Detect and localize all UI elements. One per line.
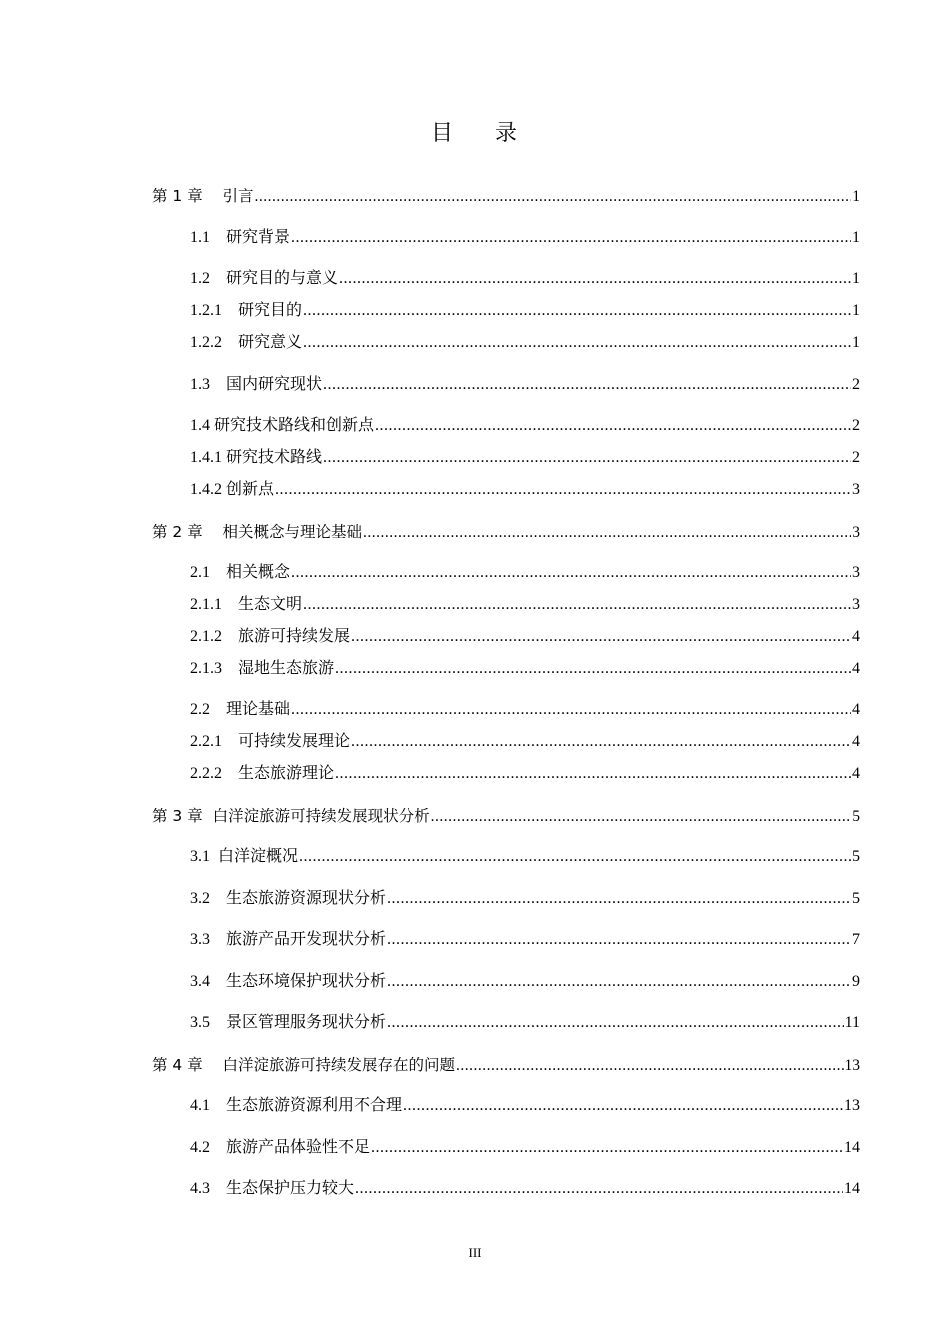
toc-entry-spacer bbox=[210, 929, 226, 951]
toc-dot-leader bbox=[303, 332, 851, 354]
toc-entry-spacer bbox=[210, 888, 226, 910]
toc-entry-label: 生态环境保护现状分析 bbox=[226, 973, 387, 990]
toc-entry-number: 2.2 bbox=[190, 701, 210, 718]
toc-entry-label: 研究目的与意义 bbox=[226, 270, 339, 287]
toc-entry-page: 11 bbox=[844, 1014, 860, 1031]
toc-section-entry[interactable] bbox=[190, 479, 860, 501]
toc-section-entry[interactable] bbox=[190, 268, 860, 290]
toc-dot-leader bbox=[323, 447, 851, 469]
toc-entry-spacer bbox=[210, 971, 226, 993]
toc-section-entry[interactable] bbox=[190, 699, 860, 721]
toc-entry-label: 生态旅游资源利用不合理 bbox=[226, 1097, 403, 1114]
toc-section-entry[interactable] bbox=[190, 971, 860, 993]
title-left-char: 目 bbox=[430, 121, 455, 146]
toc-section-entry[interactable] bbox=[190, 763, 860, 785]
toc-entry-spacer bbox=[222, 300, 238, 322]
toc-entry-label: 研究意义 bbox=[238, 334, 303, 351]
toc-entry-label: 引言 bbox=[222, 187, 254, 205]
toc-dot-leader bbox=[275, 479, 851, 501]
toc-entry-page: 9 bbox=[852, 973, 860, 990]
toc-entry-page: 2 bbox=[852, 449, 860, 466]
toc-entry-number: 1.2 bbox=[190, 270, 210, 287]
toc-entry-spacer bbox=[203, 185, 223, 207]
toc-section-entry[interactable] bbox=[190, 1095, 860, 1117]
toc-dot-leader bbox=[291, 562, 851, 584]
toc-entry-number: 3.4 bbox=[190, 973, 210, 990]
toc-entry-page: 3 bbox=[852, 564, 860, 581]
toc-entry-number: 3.1 bbox=[190, 848, 210, 865]
toc-entry-page: 1 bbox=[852, 334, 860, 351]
toc-entry-number: 1.3 bbox=[190, 376, 210, 393]
toc-entry-label: 湿地生态旅游 bbox=[238, 660, 335, 677]
toc-entry-page: 14 bbox=[844, 1180, 860, 1197]
toc-entry-spacer bbox=[203, 1054, 223, 1076]
toc-entry-label: 白洋淀旅游可持续发展存在的问题 bbox=[222, 1056, 455, 1074]
toc-section-entry[interactable] bbox=[190, 447, 860, 469]
toc-dot-leader bbox=[351, 626, 851, 648]
toc-entry-spacer bbox=[210, 227, 226, 249]
toc-section-entry[interactable] bbox=[190, 846, 860, 868]
toc-entry-label: 创新点 bbox=[226, 481, 275, 498]
toc-entry-label: 旅游产品开发现状分析 bbox=[226, 931, 387, 948]
toc-entry-label: 生态旅游资源现状分析 bbox=[226, 890, 387, 907]
toc-dot-leader bbox=[303, 300, 851, 322]
toc-entry-spacer bbox=[222, 594, 238, 616]
page-number-footer: III bbox=[468, 1245, 482, 1260]
toc-entry-spacer bbox=[210, 1178, 226, 1200]
toc-entry-page: 1 bbox=[852, 229, 860, 246]
toc-entry-page: 3 bbox=[852, 481, 860, 498]
toc-dot-leader bbox=[431, 806, 852, 828]
toc-section-entry[interactable] bbox=[190, 1012, 860, 1034]
toc-dot-leader bbox=[291, 699, 851, 721]
toc-entry-label: 研究目的 bbox=[238, 302, 303, 319]
toc-entry-page: 1 bbox=[852, 188, 860, 205]
toc-entry-label: 研究技术路线 bbox=[226, 449, 323, 466]
toc-dot-leader bbox=[335, 658, 851, 680]
toc-section-entry[interactable] bbox=[190, 227, 860, 249]
toc-dot-leader bbox=[375, 415, 851, 437]
toc-entry-number: 4.3 bbox=[190, 1180, 210, 1197]
toc-entry-number: 3.3 bbox=[190, 931, 210, 948]
toc-entry-page: 4 bbox=[852, 733, 860, 750]
toc-entry-number: 第 3 章 bbox=[152, 807, 203, 825]
toc-section-entry[interactable] bbox=[190, 1178, 860, 1200]
toc-dot-leader bbox=[387, 971, 851, 993]
toc-entry-page: 2 bbox=[852, 376, 860, 393]
toc-entry-label: 旅游产品体验性不足 bbox=[226, 1139, 371, 1156]
toc-dot-leader bbox=[387, 1012, 844, 1034]
toc-section-entry[interactable] bbox=[190, 626, 860, 648]
toc-entry-number: 1.1 bbox=[190, 229, 210, 246]
toc-entry-page: 7 bbox=[852, 931, 860, 948]
toc-entry-label: 可持续发展理论 bbox=[238, 733, 351, 750]
toc-dot-leader bbox=[339, 268, 851, 290]
toc-entry-number: 2.1 bbox=[190, 564, 210, 581]
toc-dot-leader bbox=[254, 186, 851, 208]
toc-dot-leader bbox=[303, 594, 851, 616]
toc-section-entry[interactable] bbox=[190, 415, 860, 437]
toc-entry-label: 生态保护压力较大 bbox=[226, 1180, 355, 1197]
toc-entry-number: 2.1.2 bbox=[190, 628, 222, 645]
toc-entry-number: 2.2.1 bbox=[190, 733, 222, 750]
toc-section-entry[interactable] bbox=[190, 658, 860, 680]
toc-entry-number: 4.2 bbox=[190, 1139, 210, 1156]
toc-entry-number: 2.1.1 bbox=[190, 596, 222, 613]
toc-entry-number: 1.4.2 bbox=[190, 481, 222, 498]
toc-section-entry[interactable] bbox=[190, 929, 860, 951]
toc-entry-label: 研究背景 bbox=[226, 229, 291, 246]
toc-dot-leader bbox=[403, 1095, 843, 1117]
toc-entry-spacer bbox=[222, 658, 238, 680]
toc-entry-spacer bbox=[203, 521, 223, 543]
toc-entry-label: 研究技术路线和创新点 bbox=[214, 417, 375, 434]
toc-entry-page: 5 bbox=[852, 890, 860, 907]
toc-entry-label: 生态旅游理论 bbox=[238, 765, 335, 782]
toc-entry-page: 13 bbox=[844, 1057, 860, 1074]
toc-entry-page: 5 bbox=[852, 808, 860, 825]
toc-entry-spacer bbox=[210, 1137, 226, 1159]
toc-entry-page: 14 bbox=[844, 1139, 860, 1156]
toc-entry-number: 4.1 bbox=[190, 1097, 210, 1114]
toc-section-entry[interactable] bbox=[190, 374, 860, 396]
toc-entry-number: 1.2.2 bbox=[190, 334, 222, 351]
toc-entry-page: 2 bbox=[852, 417, 860, 434]
toc-dot-leader bbox=[387, 888, 851, 910]
toc-chapter-entry[interactable] bbox=[152, 185, 860, 207]
toc-entry-number: 3.5 bbox=[190, 1014, 210, 1031]
toc-dot-leader bbox=[335, 763, 851, 785]
toc-entry-page: 1 bbox=[852, 270, 860, 287]
toc-entry-spacer bbox=[210, 268, 226, 290]
toc-entry-number: 1.4.1 bbox=[190, 449, 222, 466]
toc-entry-spacer bbox=[222, 731, 238, 753]
toc-entry-page: 4 bbox=[852, 765, 860, 782]
toc-entry-page: 13 bbox=[844, 1097, 860, 1114]
toc-entry-number: 1.4 bbox=[190, 417, 210, 434]
toc-section-entry[interactable] bbox=[190, 594, 860, 616]
toc-dot-leader bbox=[291, 227, 851, 249]
toc-entry-label: 生态文明 bbox=[238, 596, 303, 613]
toc-dot-leader bbox=[355, 1178, 843, 1200]
toc-entry-number: 1.2.1 bbox=[190, 302, 222, 319]
toc-entry-spacer bbox=[222, 626, 238, 648]
toc-entry-page: 4 bbox=[852, 701, 860, 718]
toc-entry-page: 3 bbox=[852, 524, 860, 541]
toc-entry-page: 5 bbox=[852, 848, 860, 865]
toc-section-entry[interactable] bbox=[190, 731, 860, 753]
toc-entry-number: 2.2.2 bbox=[190, 765, 222, 782]
toc-entry-spacer bbox=[203, 805, 213, 827]
toc-section-entry[interactable] bbox=[190, 562, 860, 584]
toc-entry-label: 理论基础 bbox=[226, 701, 291, 718]
toc-entry-number: 2.1.3 bbox=[190, 660, 222, 677]
toc-entry-spacer bbox=[210, 1095, 226, 1117]
toc-section-entry[interactable] bbox=[190, 888, 860, 910]
toc-entry-spacer bbox=[210, 562, 226, 584]
toc-entry-spacer bbox=[210, 374, 226, 396]
toc-entry-label: 相关概念 bbox=[226, 564, 291, 581]
toc-entry-spacer bbox=[210, 846, 218, 868]
toc-entry-label: 国内研究现状 bbox=[226, 376, 323, 393]
toc-entry-number: 第 4 章 bbox=[152, 1056, 203, 1074]
toc-entry-label: 相关概念与理论基础 bbox=[222, 523, 362, 541]
toc-entry-spacer bbox=[210, 1012, 226, 1034]
toc-dot-leader bbox=[371, 1137, 843, 1159]
toc-entry-page: 3 bbox=[852, 596, 860, 613]
toc-entry-number: 第 1 章 bbox=[152, 187, 203, 205]
toc-section-entry[interactable] bbox=[190, 300, 860, 322]
toc-entry-spacer bbox=[222, 332, 238, 354]
toc-chapter-entry[interactable] bbox=[152, 1054, 860, 1076]
toc-entry-number: 3.2 bbox=[190, 890, 210, 907]
toc-dot-leader bbox=[387, 929, 851, 951]
toc-section-entry[interactable] bbox=[190, 1137, 860, 1159]
toc-dot-leader bbox=[363, 522, 851, 544]
toc-dot-leader bbox=[456, 1055, 844, 1077]
toc-entry-label: 旅游可持续发展 bbox=[238, 628, 351, 645]
toc-entry-label: 白洋淀旅游可持续发展现状分析 bbox=[212, 807, 430, 825]
toc-chapter-entry[interactable] bbox=[152, 805, 860, 827]
toc-entry-label: 白洋淀概况 bbox=[218, 848, 299, 865]
toc-dot-leader bbox=[351, 731, 851, 753]
toc-entry-page: 1 bbox=[852, 302, 860, 319]
toc-chapter-entry[interactable] bbox=[152, 521, 860, 543]
toc-entry-page: 4 bbox=[852, 628, 860, 645]
title-right-char: 录 bbox=[495, 121, 520, 146]
toc-entry-page: 4 bbox=[852, 660, 860, 677]
toc-dot-leader bbox=[299, 846, 851, 868]
toc-entry-spacer bbox=[210, 699, 226, 721]
toc-entry-label: 景区管理服务现状分析 bbox=[226, 1014, 387, 1031]
toc-entry-spacer bbox=[222, 763, 238, 785]
toc-dot-leader bbox=[323, 374, 851, 396]
toc-entry-number: 第 2 章 bbox=[152, 523, 203, 541]
toc-section-entry[interactable] bbox=[190, 332, 860, 354]
